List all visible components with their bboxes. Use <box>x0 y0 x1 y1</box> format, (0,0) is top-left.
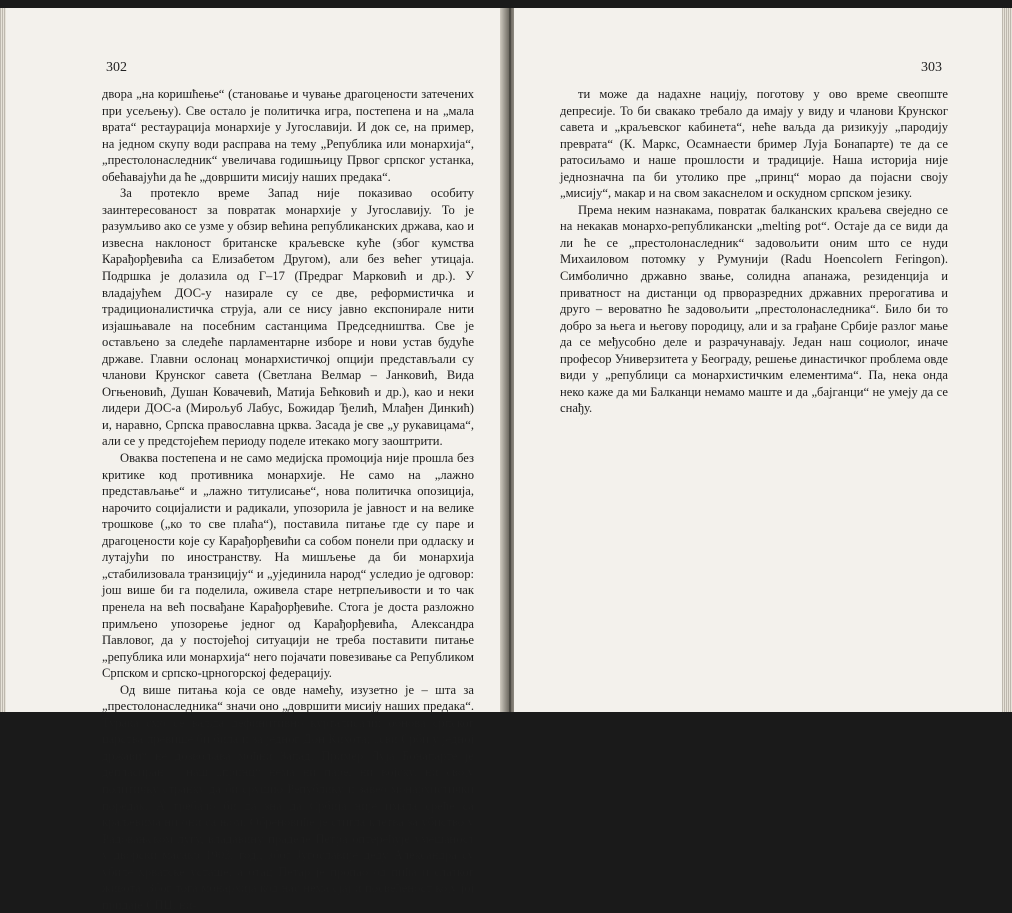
left-paragraph-3: Оваква постепена и не само медијска промоција није прошла без критике код противника монархије. Не само на „лажно представљање“ и „лажно титулисање“, нова политичка опозиција, нарочито социјалисти и радикали, упозорила је јавност и на велике трошкове („ко то све плаћа“), поставила питање где су паре и драгоцености које су Карађорђевићи са собом понели при одласку и лутајући по иностранству. На мишљење да би монархија „стабилизовала транзицију“ и „ујединила народ“ уследио је одговор: још више би га поделила, оживела старе нетрпељивости и то чак пренела на већ посвађане Карађорђевиће. Стога је доста разложно примљено упозорење једног од Карађорђевића, Александра Павловог, да у постојећој ситуацији не треба поставити питање „република или монархија“ него појачати повезивање са Републиком Српском и српско-црногорској федерацију. <box>102 451 474 681</box>
left-page <box>6 8 506 912</box>
left-page-text <box>102 86 474 913</box>
right-paragraph-2: Према неким назнакама, повратак балканских краљева свеједно се на некакав монархо-републикански „melting pot“. Остаје да се види да ли ће се „престолонаследник“ задовољити оним што се нуди Михаиловом потомку у Румунији (Radu Hoencolern Feringon). Симболично државно звање, солидна апанажа, резиденција и приватност на дистанци од прворазредних државних прерогатива и друго – вероватно ће задовољити „престолонаследника“. Било би то добро за њега и његову породицу, али и за грађане Србије разлог мање да се међусобно деле и разрачунавају. Један наш социолог, иначе професор Универзитета у Београду, решење династичког проблема овде види у „републици са монархистичким елементима“. Па, нека онда неко каже да ми Балканци немамо маште и да „бајганци“ не умеју да се снађу. <box>560 202 948 416</box>
page-edges-right <box>1002 8 1012 712</box>
left-paragraph-4: Од више питања која се овде намећу, изузетно је – шта за „престолонаследника“ значи оно „довршити мисију наших предака“. Турака смо се ваљда дефинитивно курталисали; обнова српског царства превише би била и за једног Дон Кихота; „сви Срби у једној држави“ не дозвољава моћни Запад. Пример Луја Бонапарте је депласиран – наш „принц“ нема ни паре, ни војску, ни своју политичку странку да би срушио Републику и завео монархистички поредак. А требало би да зна да Србија није имала среће са краљевима ни они са њом. Обреновиће је стигла клетва за убиство у Радовањском лугу, владавину праделе Петра оптерећује умешаност у дворски масакр 1903. год., због Југославије деду Александра су убиле хрватске усташе, а отац Петар је пропао од пића и слатког живота. Због тога монархија код нас нема сјај и посвећеност коју јој придаје СПЦ, ни- <box>102 682 474 912</box>
right-paragraph-1: ти може да надахне нацију, поготову у ово време свеопште депресије. То би свакако требало да имају у виду и чланови Крунског савета и „краљевског кабинета“, нећe ваљда да ризикују „пародију преврата“ (К. Маркс, Осамнаести бример Луја Бонапарте) те да се ратосиљамо и наше прошлости и традиције. Наша историја није једнозначна па би утолико пре „принц“ морао да појасни своју „мисију“, макар и на свом закаснелом и оскудном српском језику. <box>560 87 948 201</box>
left-paragraph-2: За протекло време Запад није показивао особиту заинтересованост за повратак монархије у Југославију. То је разумљиво ако се узме у обзир већина републиканских држава, као и извесна наклоност британске краљевске куће (због кумства Карађорђевића са Елизабетом Другом), али без већег утицаја. Подршка је долазила од Г–17 (Предраг Марковић и др.). У владајућем ДОС-у назирале су се две, реформистичка и традиционалистичка струја, али се нису јавно експонирале нити изјашњавале на посебним састанцима Председништва. Све је остављено за следеће парламентарне изборе и нови устав будуће државе. Главни ослонац монархистичкој опцији представљали су чланови Крунског савета (Светлана Велмар – Јанковић, Вида Огњеновић, Душан Ковачевић, Матија Бећковић и др.), као и неки лидери ДОС-а (Мирољуб Лабус, Божидар Ђелић, Млађен Динкић) и, наравно, Српска православна црква. Засада је све „у рукавицама“, али се у предстојећем периоду поделе итекако могу заоштрити. <box>102 186 474 449</box>
right-page <box>514 8 1006 712</box>
left-paragraph-1: двора „на коришћење“ (становање и чување драгоцености затечених при усељењу). Све остало је политичка игра, постепена и на „мала врата“ рестаурација монархије у Југославији. И док се, на пример, на једном скупу води расправа на тему „Република или монархија“, „престолонаследник“ увеличава годишњицу Првог српског устанка, обећавајући да ће „довршити мисију наших предака“. <box>102 87 474 184</box>
right-page-number: 303 <box>921 60 942 75</box>
left-page-number: 302 <box>106 60 127 75</box>
right-page-text <box>560 86 948 417</box>
